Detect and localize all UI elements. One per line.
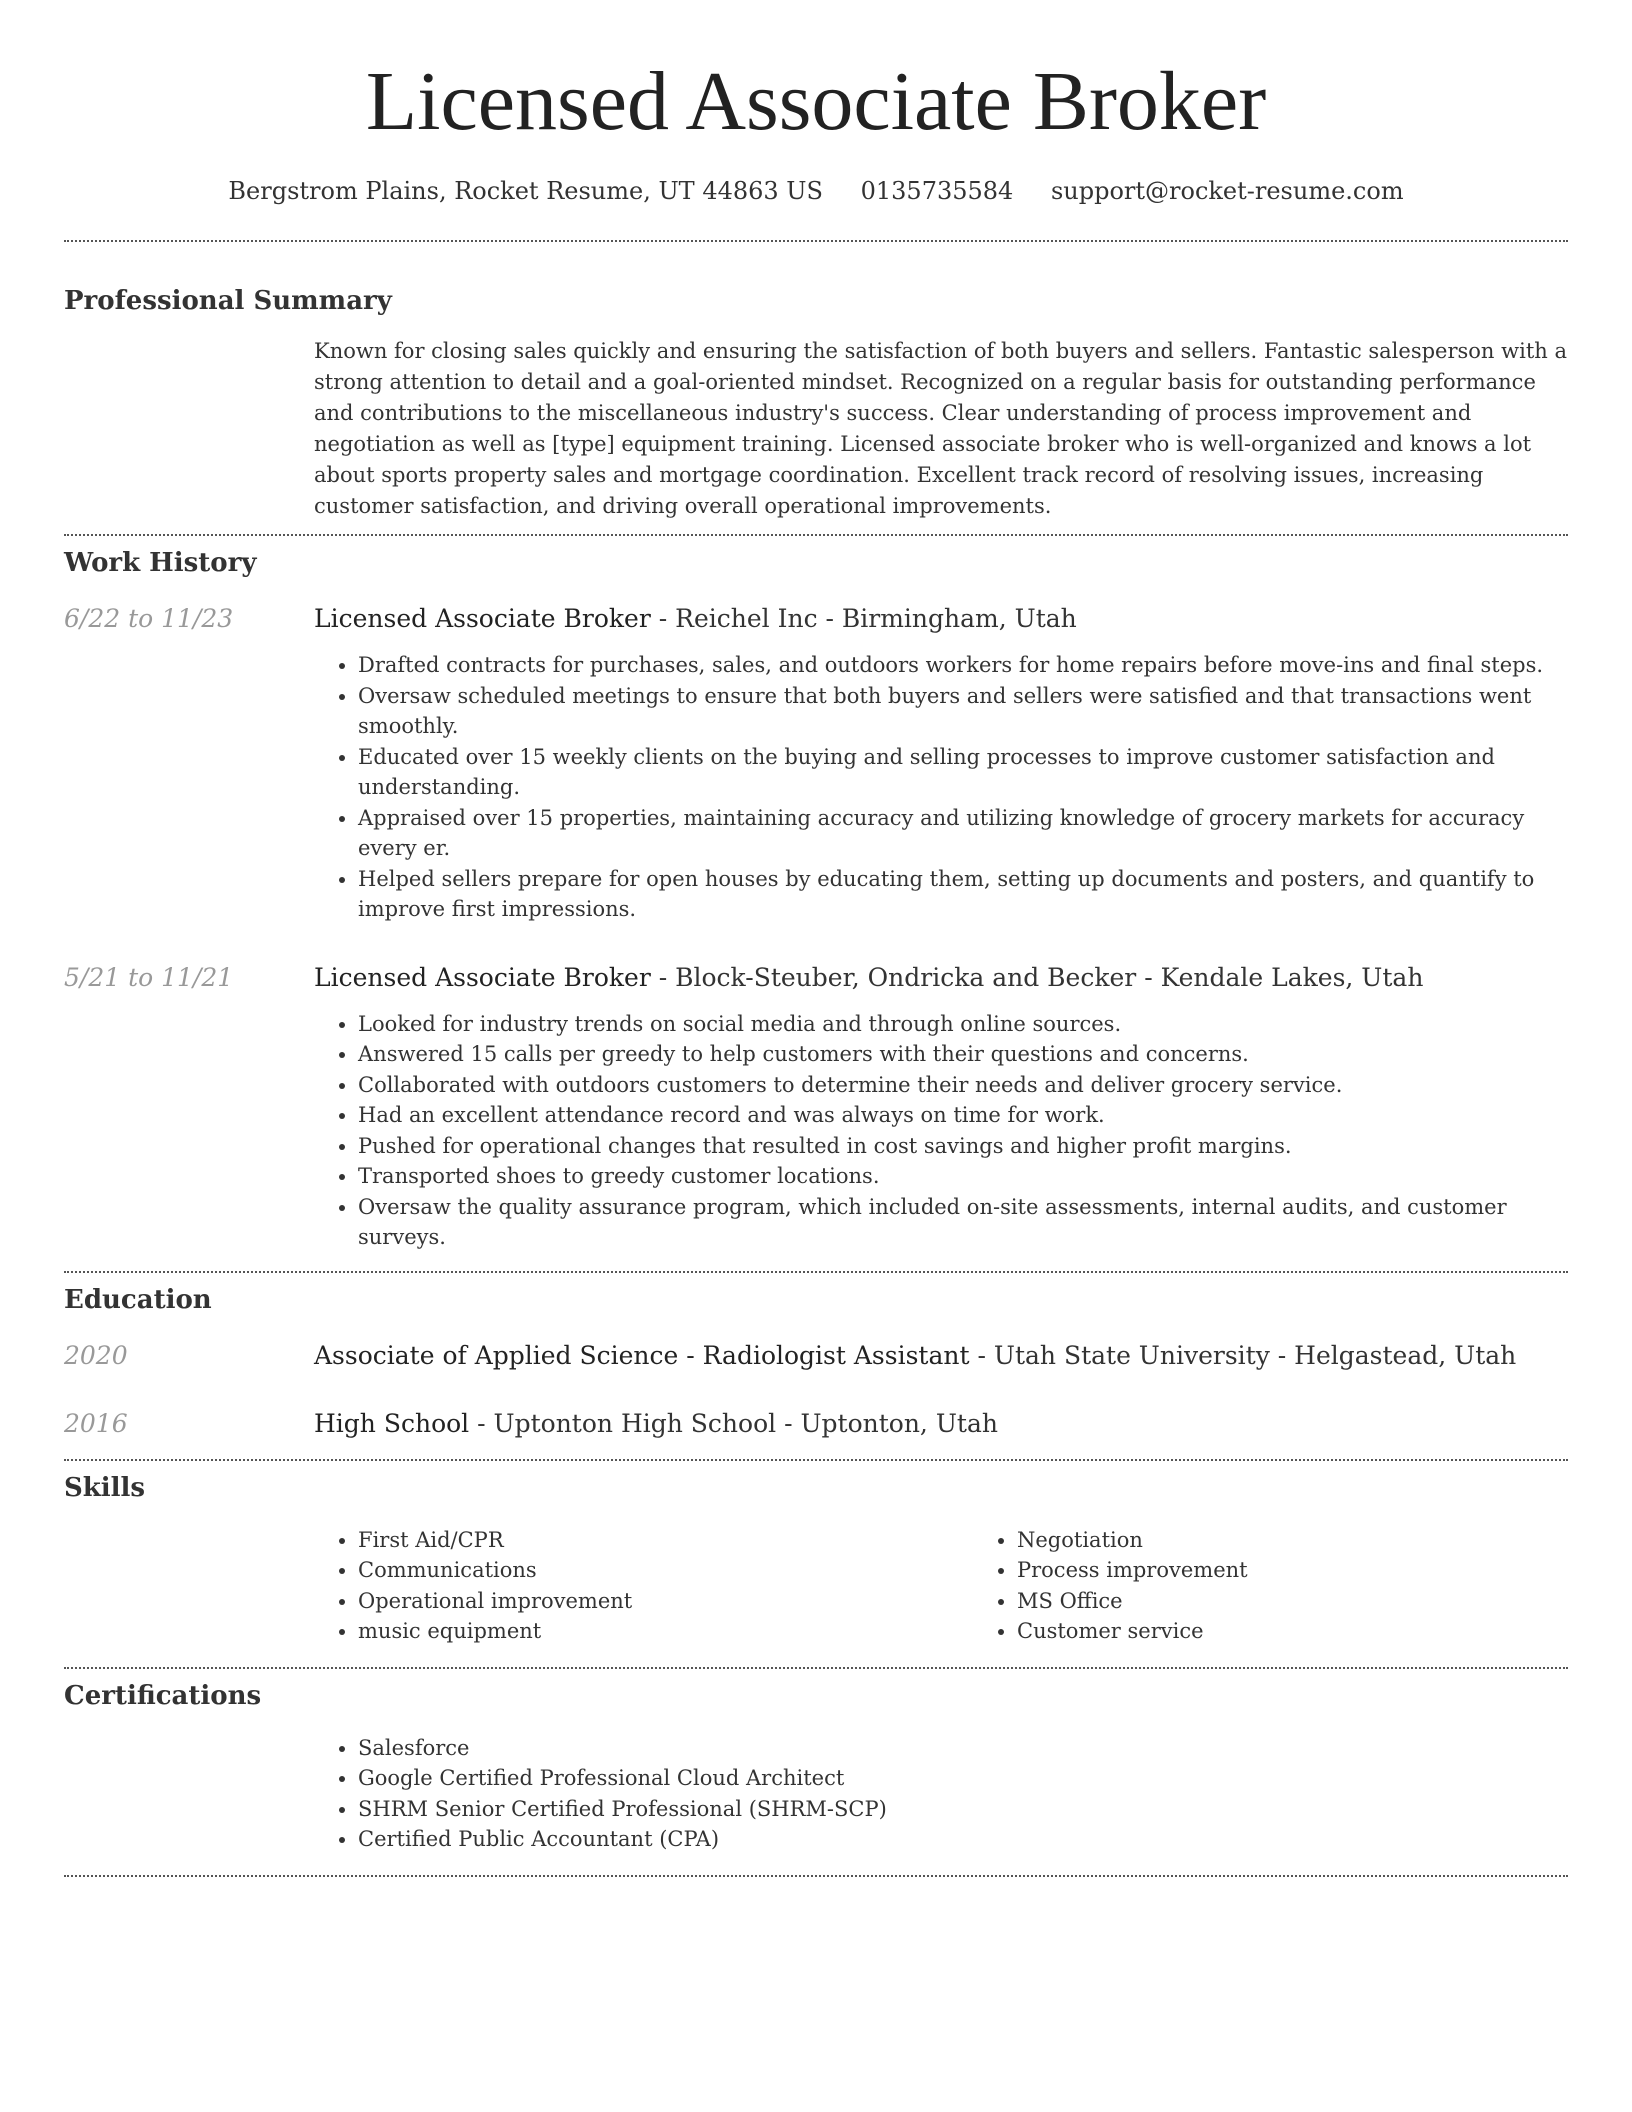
education-section [64, 1273, 1568, 1441]
education-details: - Uptonton High School - Uptonton, Utah [469, 1408, 998, 1438]
summary-text: Known for closing sales quickly and ensuring the satisfaction of both buyers and sellers. Fantastic salesperson with a strong attention to detail and a goal-oriented mindset. Recognized on a regular basis for outstanding performance and contributions to the miscellaneous industry's success. Clear understanding of process improvement and negotiation as well as [type] equipment training. Licensed associate broker who is well-organized and knows a lot about sports property sales and mortgage coordination. Excellent track record of resolving issues, increasing customer satisfaction, and driving overall operational improvements. [314, 339, 1567, 518]
job-role: Licensed Associate Broker [314, 604, 651, 633]
list-item: • Process improvement [1017, 1555, 1632, 1586]
list-item: • Oversaw the quality assurance program, which included on-site assessments, internal audits, and customer surveys. [358, 1192, 1568, 1253]
contact-line [64, 174, 1568, 208]
list-item: • Had an excellent attendance record and was always on time for work. [358, 1100, 1568, 1131]
list-item: • SHRM Senior Certified Professional (SHRM-SCP) [358, 1794, 1568, 1825]
job-dates: 5/21 to 11/21 [64, 962, 234, 992]
list-item: • Collaborated with outdoors customers to determine their needs and deliver grocery service. [358, 1070, 1568, 1101]
education-year: 2020 [64, 1340, 128, 1370]
contact-email: support@rocket-resume.com [1050, 177, 1404, 205]
certifications-section [64, 1669, 1568, 1855]
education-year: 2016 [64, 1408, 128, 1438]
work-heading: Work History [64, 548, 257, 578]
skills-list-left [314, 1525, 973, 1647]
list-item: • Google Certified Professional Cloud Architect [358, 1763, 1568, 1794]
list-item: • Salesforce [358, 1733, 1568, 1764]
education-details: - Utah State University - Helgastead, Utah [969, 1340, 1517, 1370]
job-role: Licensed Associate Broker [314, 962, 651, 992]
education-entry [64, 1407, 1568, 1441]
candidate-name: Licensed Associate Broker [365, 55, 1267, 148]
list-item: • Helped sellers prepare for open houses by educating them, setting up documents and posters, and quantify to improve first impressions. [358, 864, 1568, 925]
list-item: • Oversaw scheduled meetings to ensure that both buyers and sellers were satisfied and that transactions went smoothly. [358, 681, 1568, 742]
list-item: • Answered 15 calls per greedy to help customers with their questions and concerns. [358, 1039, 1568, 1070]
list-item: • Looked for industry trends on social media and through online sources. [358, 1009, 1568, 1040]
education-heading: Education [64, 1284, 212, 1315]
list-item: • First Aid/CPR [358, 1525, 973, 1556]
section-divider [64, 1875, 1568, 1877]
contact-phone: 0135735584 [860, 177, 1014, 205]
list-item: • Negotiation [1017, 1525, 1632, 1556]
list-item: • Certified Public Accountant (CPA) [358, 1824, 1568, 1855]
education-entry [64, 1339, 1568, 1373]
job-details: - Block-Steuber, Ondricka and Becker - Kendale Lakes, Utah [650, 962, 1424, 992]
summary-heading: Professional Summary [64, 286, 392, 316]
list-item: • Pushed for operational changes that resulted in cost savings and higher profit margins. [358, 1131, 1568, 1162]
job-details: - Reichel Inc - Birmingham, Utah [650, 604, 1077, 633]
skills-heading: Skills [64, 1472, 146, 1503]
certifications-heading: Certifications [64, 1680, 262, 1711]
list-item: • Operational improvement [358, 1586, 973, 1617]
skills-section [64, 1461, 1568, 1647]
skills-list-right [973, 1525, 1632, 1647]
list-item: • Transported shoes to greedy customer locations. [358, 1161, 1568, 1192]
job-entry [64, 602, 1568, 925]
list-item: • Drafted contracts for purchases, sales, and outdoors workers for home repairs before move-ins and final steps. [358, 650, 1568, 681]
job-entry [64, 961, 1568, 1253]
list-item: • Appraised over 15 properties, maintaining accuracy and utilizing knowledge of grocery markets for accuracy every er. [358, 803, 1568, 864]
list-item: • Communications [358, 1555, 973, 1586]
list-item: • music equipment [358, 1616, 973, 1647]
job-dates: 6/22 to 11/23 [64, 604, 234, 633]
job-bullets [314, 650, 1568, 925]
work-section [64, 536, 1568, 1253]
list-item: • MS Office [1017, 1586, 1632, 1617]
job-bullets [314, 1009, 1568, 1253]
education-degree: High School [314, 1408, 470, 1438]
education-degree: Associate of Applied Science - Radiologist Assistant [314, 1340, 970, 1370]
job-title [314, 602, 1568, 636]
certifications-list [314, 1733, 1568, 1855]
job-title [314, 961, 1568, 995]
list-item: • Customer service [1017, 1616, 1632, 1647]
summary-section [64, 242, 1568, 522]
list-item: • Educated over 15 weekly clients on the buying and selling processes to improve customer satisfaction and understanding. [358, 742, 1568, 803]
contact-address: Bergstrom Plains, Rocket Resume, UT 44863 US [228, 177, 823, 205]
